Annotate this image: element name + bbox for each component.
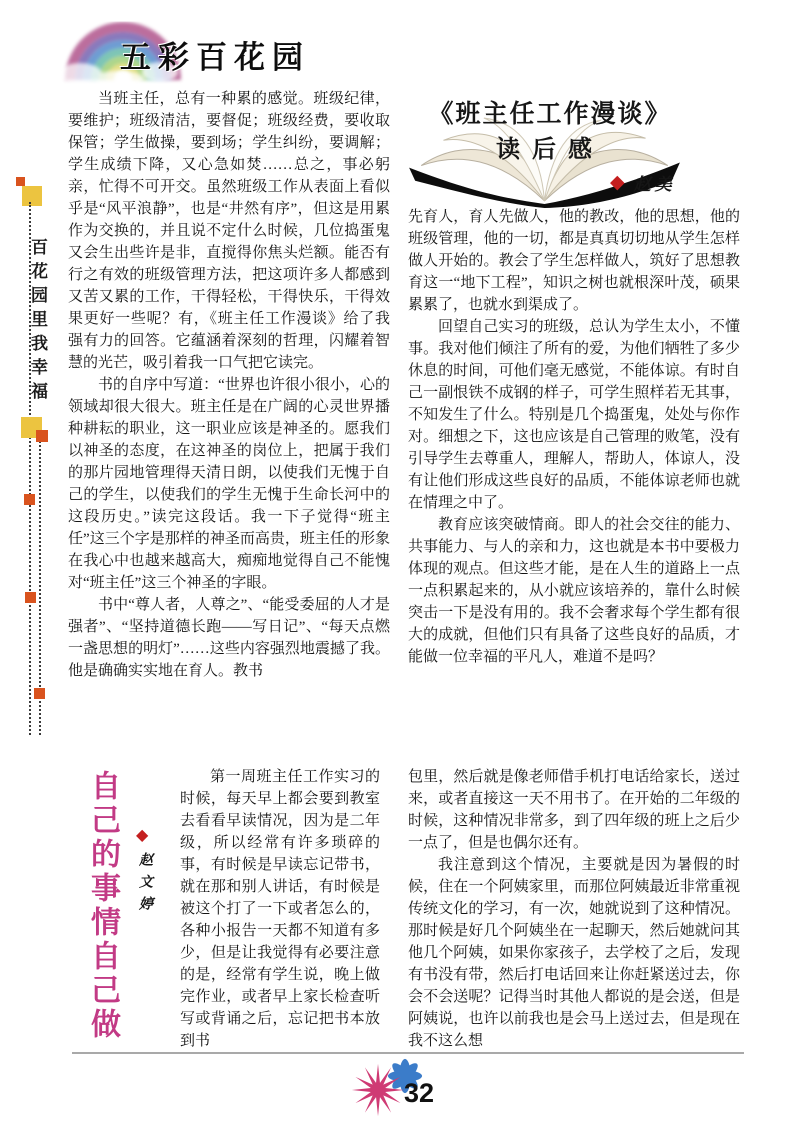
sidebar-orange-square bbox=[34, 688, 45, 699]
paragraph: 第一周班主任工作实习的时候，每天早上都会要到教室去看看早读情况，因为是二年级，所以经常有许多琐碎的事，有时候是早读忘记带书，就在那和别人讲话，有时候是被这个打了一下或者怎么的，各种小报告一天都不知道有多少，但是让我觉得有必要注意的是，经常有学生说，晚上做完作业，或者早上家长检查听写或背诵之后，忘记把书本放到书 bbox=[180, 769, 380, 1049]
article1-left-column bbox=[68, 88, 390, 682]
footer-divider-line bbox=[72, 1052, 744, 1054]
sidebar-vertical-slogan: 百花园里我幸福 bbox=[28, 238, 47, 406]
article1-author-name: 赵美 bbox=[633, 175, 676, 194]
sidebar-orange-square bbox=[25, 592, 36, 603]
diamond-icon: ◆ bbox=[136, 827, 149, 844]
paragraph: 包里，然后就是像老师借手机打电话给家长，送过来，或者直接这一天不用书了。在开始的二年级的时候，这种情况非常多，到了四年级的班上之后少一点了，但是也偶尔还有。 bbox=[408, 769, 740, 851]
article2-middle-column bbox=[180, 766, 380, 1052]
magazine-logo-title: 五彩百花园 bbox=[120, 40, 310, 75]
paragraph: 当班主任，总有一种累的感觉。班级纪律，要维护；班级清洁，要督促；班级经费，要收取保管；学生做操，要到场；学生纠纷，要调解；学生成绩下降，又心急如焚……总之，事必躬亲，忙得不可开交。虽然班级工作从表面上看似乎是“风平浪静”，也是“井然有序”，但这是用累作为交换的，并且说不定什么时候，几位捣蛋鬼又会生出些许是非，直搅得你焦头烂额。能否有行之有效的班级管理方法，把这项许多人都感到又苦又累的工作，干得轻松，干得快乐，干得效果更好一些呢？有，《班主任工作漫谈》给了我强有力的回答。它蕴涵着深刻的哲理，闪耀着智慧的光芒，吸引着我一口气把它读完。 bbox=[68, 91, 390, 371]
article2-author-name: 赵文婷 bbox=[137, 852, 152, 918]
article2-vertical-title: 自己的事情自己做 bbox=[85, 770, 120, 1042]
pink-starburst-icon bbox=[350, 1062, 406, 1118]
sidebar-orange-square bbox=[24, 494, 35, 505]
paragraph: 回望自己实习的班级，总认为学生太小，不懂事。我对他们倾注了所有的爱，为他们牺牲了多少休息的时间，可他们毫无感觉，不能体谅。有时自己一副恨铁不成钢的样子，可学生照样若无其事，不知发生了什么。特别是几个捣蛋鬼，处处与你作对。细想之下，这也应该是自己管理的败笔，没有引导学生去尊重人，理解人，帮助人，体谅人，没有让他们形成这些良好的品质，不能体谅老师也就在情理之中了。 bbox=[408, 319, 740, 511]
paragraph: 先育人，育人先做人，他的教改，他的思想，他的班级管理，他的一切，都是真真切切地从学生怎样做人开始的。教会了学生怎样做人，筑好了思想教育这一“地下工程”，知识之树也就根深叶茂，硕果累累了，也就水到渠成了。 bbox=[408, 209, 740, 313]
diamond-icon: ◆ bbox=[610, 172, 625, 193]
article2-right-column bbox=[408, 766, 740, 1052]
page-number: 32 bbox=[404, 1078, 435, 1108]
paragraph: 我注意到这个情况，主要就是因为暑假的时候，住在一个阿姨家里，而那位阿姨最近非常重视传统文化的学习，有一次，她就说到了这种情况。那时候是好几个阿姨坐在一起聊天，然后她就问其他几个阿姨，如果你家孩子，去学校了之后，发现有书没有带，然后打电话回来让你赶紧送过去，你会不会送呢？记得当时其他人都说的是会送，但是阿姨说，也许以前我也是会马上送过去，但是现在我不这么想 bbox=[408, 857, 740, 1049]
article1-title-line1: 《班主任工作漫谈》 bbox=[428, 101, 672, 128]
article1-title-line2: 读后感 bbox=[496, 137, 604, 163]
sidebar-orange-square bbox=[16, 177, 25, 186]
sidebar-orange-square bbox=[36, 430, 48, 442]
article1-author-row bbox=[610, 170, 676, 195]
paragraph: 教育应该突破情商。即人的社会交往的能力、共事能力、与人的亲和力，这也就是本书中要极力体现的观点。但这些才能，是在人生的道路上一点一点积累起来的，从小就应该培养的，靠什么时候突击一下是没有用的。我不会奢求每个学生都有很大的成就，但他们只有具备了这些良好的品质，才能做一位幸福的平凡人，难道不是吗？ bbox=[408, 517, 740, 665]
paragraph: 书的自序中写道：“世界也许很小很小，心的领域却很大很大。班主任是在广阔的心灵世界播种耕耘的职业，这一职业应该是神圣的。愿我们以神圣的态度，在这神圣的岗位上，把属于我们的那片园地管理得天清日朗，以使我们无愧于自己的学生，以使我们的学生无愧于生命长河中的这段历史。”读完这段话。我一下子觉得“班主任”这三个字是那样的神圣而高贵，班主任的形象在我心中也越来越高大，痴痴地觉得自己不能愧对“班主任”这三个神圣的字眼。 bbox=[68, 377, 390, 591]
paragraph: 书中“尊人者，人尊之”、“能受委屈的人才是强者”、“坚持道德长跑——写日记”、“每天点燃一盏思想的明灯”……这些内容强烈地震撼了我。他是确确实实地在育人。教书 bbox=[68, 597, 390, 679]
article1-right-column bbox=[408, 206, 740, 668]
sidebar-yellow-square bbox=[22, 186, 42, 206]
